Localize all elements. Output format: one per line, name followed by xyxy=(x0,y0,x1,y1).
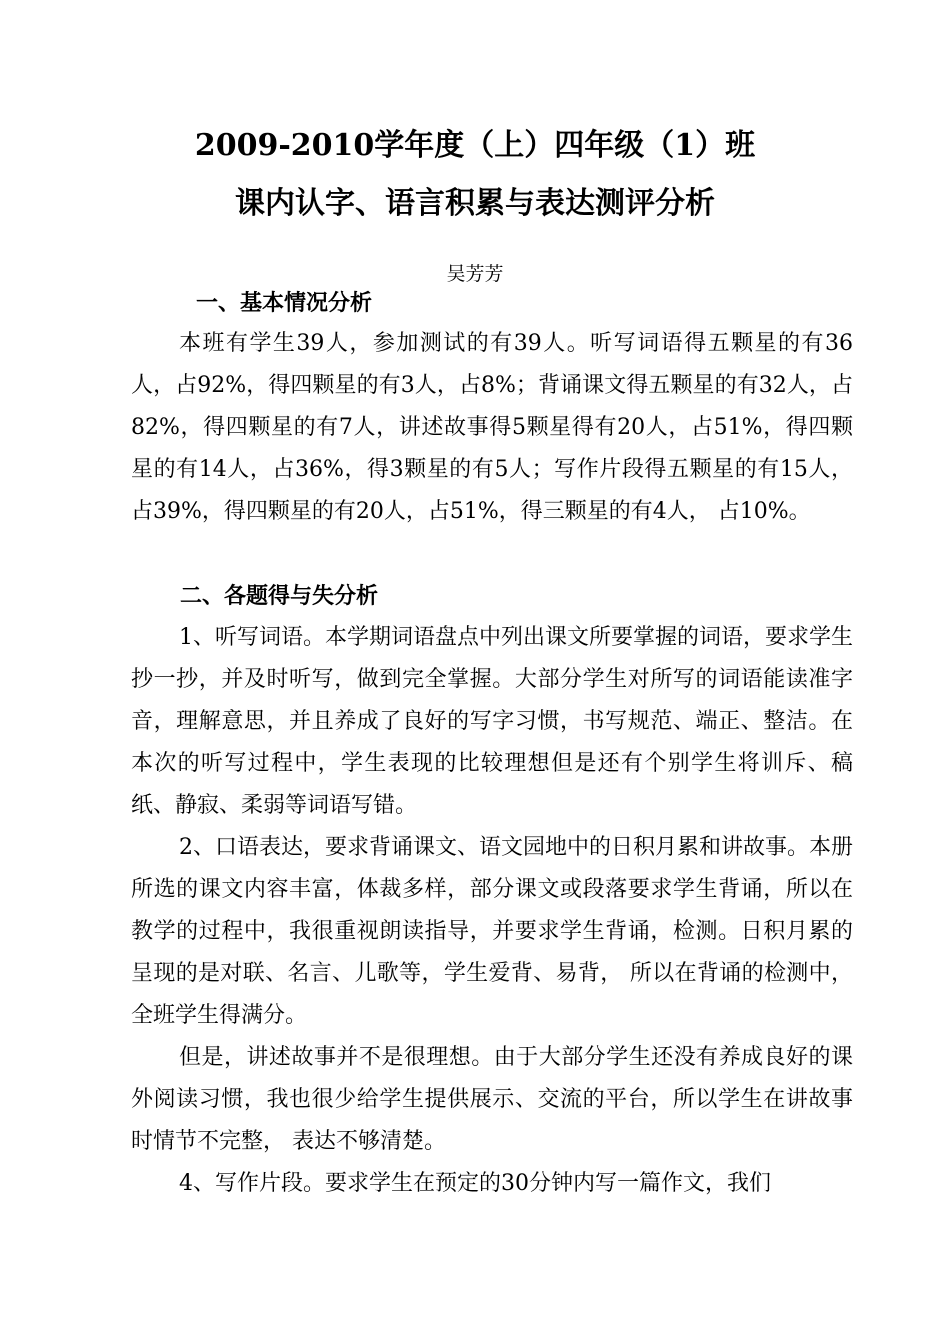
paragraph-dictation: 1、听写词语。本学期词语盘点中列出课文所要掌握的词语，要求学生抄一抄，并及时听写，做到完全掌握。大部分学生对所写的词语能读准字音，理解意思，并且养成了良好的写字习惯，书写规范、端正、整洁。在本次的听写过程中，学生表现的比较理想但是还有个别学生将训斥、稿纸、静寂、柔弱等词语写错。 xyxy=(131,625,853,818)
paragraph-storytelling: 但是，讲述故事并不是很理想。由于大部分学生还没有养成良好的课外阅读习惯，我也很少给学生提供展示、交流的平台，所以学生在讲故事时情节不完整， 表达不够清楚。 xyxy=(131,1045,853,1154)
paragraph-basic-situation: 本班有学生39人，参加测试的有39人。听写词语得五颗星的有36人，占92%，得四颗星的有3人，占8%；背诵课文得五颗星的有32人，占82%，得四颗星的有7人，讲述故事得5颗星得有20人，占51%，得四颗星的有14人，占36%，得3颗星的有5人；写作片段得五颗星的有15人，占39%，得四颗星的有20人，占51%，得三颗星的有4人， 占10%。 xyxy=(131,331,853,524)
section-heading-gain-loss-analysis: 二、各题得与失分析 xyxy=(180,583,379,609)
document-title-line-2: 课内认字、语言积累与表达测评分析 xyxy=(235,186,715,221)
author-name: 吴芳芳 xyxy=(446,263,504,285)
paragraph-oral-expression: 2、口语表达，要求背诵课文、语文园地中的日积月累和讲故事。本册所选的课文内容丰富，体裁多样，部分课文或段落要求学生背诵，所以在教学的过程中，我很重视朗读指导，并要求学生背诵，检测。日积月累的呈现的是对联、名言、儿歌等，学生爱背、易背， 所以在背诵的检测中， 全班学生得满分。 xyxy=(131,835,853,1028)
paragraph-writing: 4、写作片段。要求学生在预定的30分钟内写一篇作文，我们 xyxy=(179,1171,771,1196)
document-title-line-1: 2009-2010学年度（上）四年级（1）班 xyxy=(194,128,756,163)
section-heading-basic-analysis: 一、基本情况分析 xyxy=(196,290,373,316)
